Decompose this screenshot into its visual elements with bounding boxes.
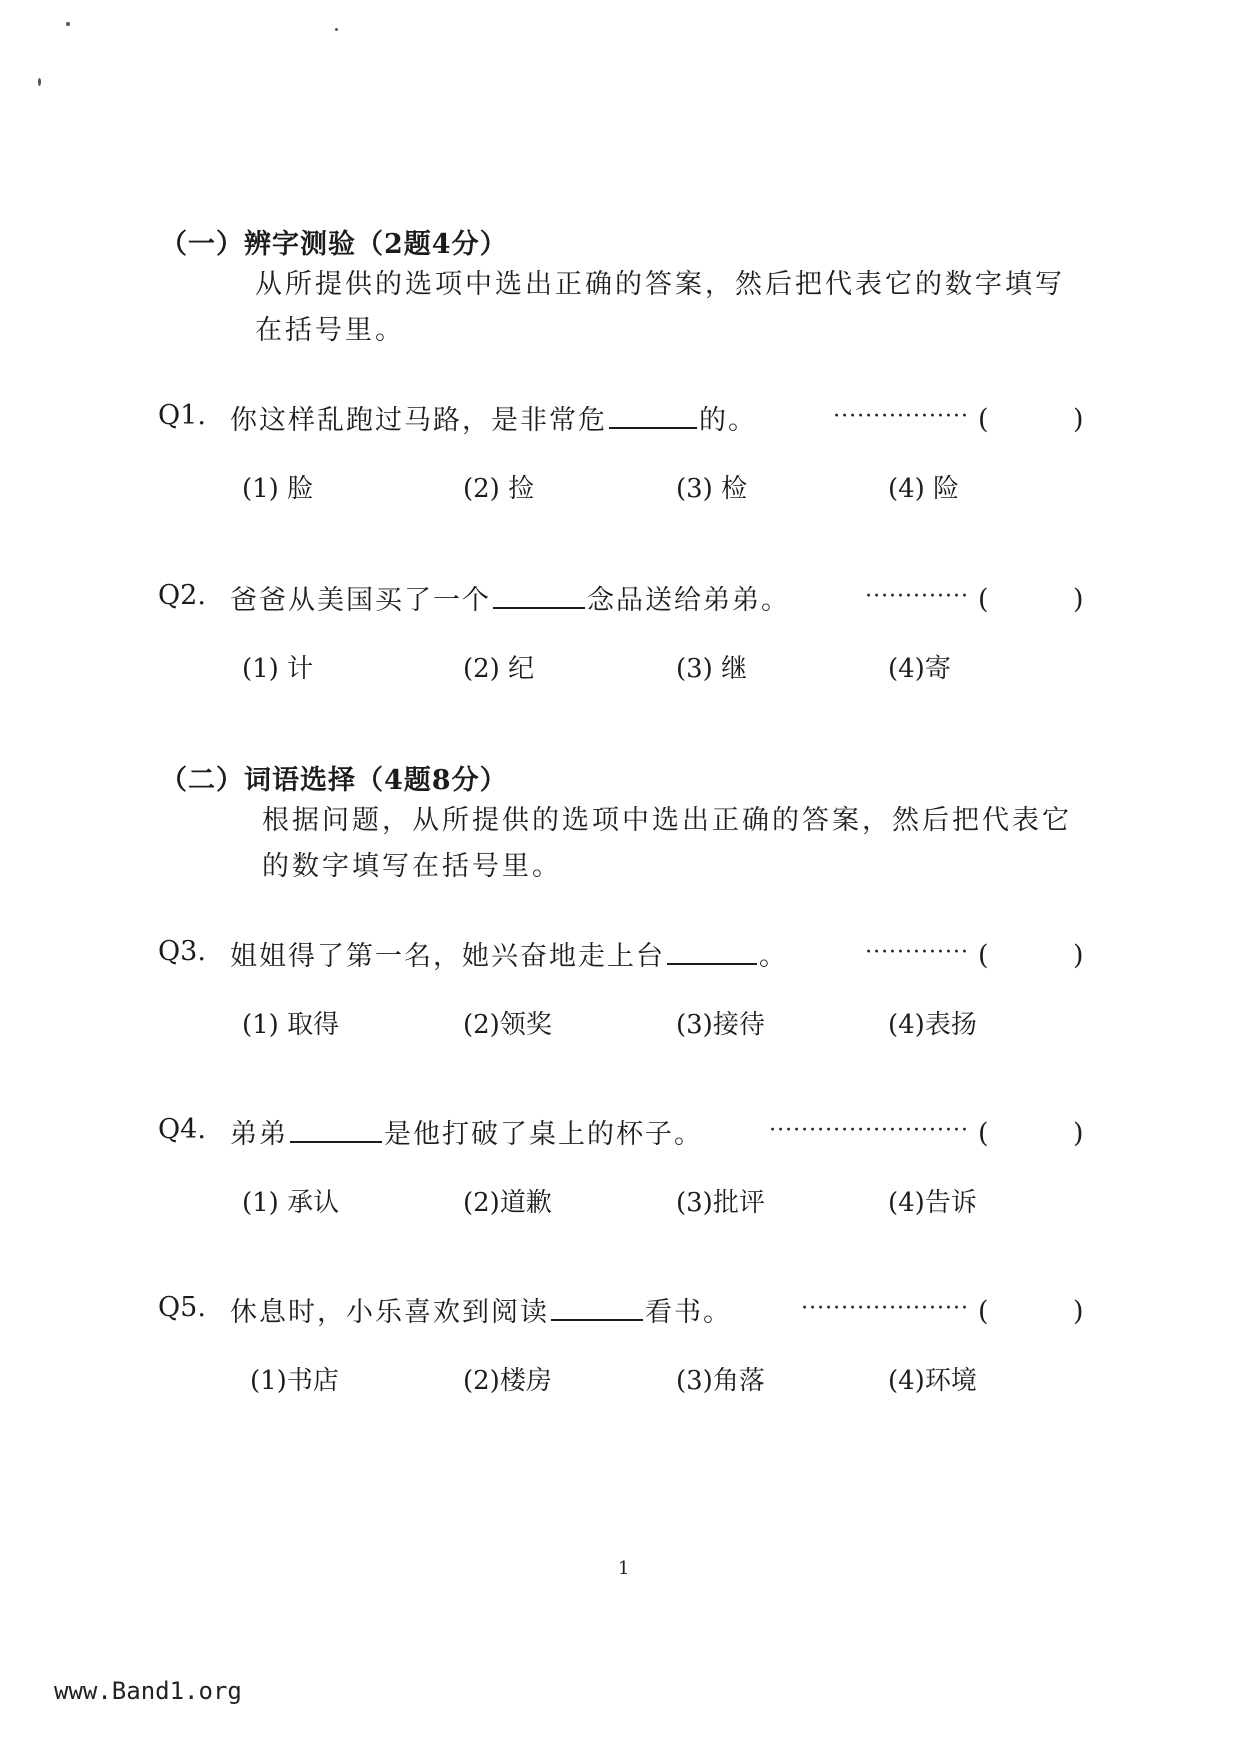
answer-paren-open: ( [978,1118,989,1149]
answer-blank [609,405,697,429]
option-2: (2)领奖 [463,1010,552,1040]
question-text-before: 休息时，小乐喜欢到阅读 [230,1297,549,1328]
answer-blank [551,1297,643,1321]
answer-paren-open: ( [978,1296,989,1327]
question-text [230,578,790,617]
question-number: Q1. [158,400,206,431]
option-2: (2) 捡 [463,474,535,504]
answer-paren-open: ( [978,940,989,971]
option-2: (2) 纪 [463,654,535,684]
option-1: (1)书店 [250,1366,339,1396]
question-text-after: 的。 [699,405,757,436]
option-3: (3)接待 [676,1010,765,1040]
question-number: Q2. [158,580,206,611]
option-1: (1) 脸 [242,474,314,504]
option-4: (4)表扬 [888,1010,977,1040]
answer-paren-close: ) [1073,940,1084,971]
answer-paren-open: ( [978,584,989,615]
option-3: (3)批评 [676,1188,765,1218]
option-2: (2)道歉 [463,1188,552,1218]
answer-blank [493,585,585,609]
question-text-after: 看书。 [645,1297,732,1328]
question-text [230,934,788,973]
question-text-before: 弟弟 [230,1119,288,1150]
section-2-heading: （二）词语选择（4题8分） [160,765,508,796]
option-2: (2)楼房 [463,1366,552,1396]
option-4: (4)告诉 [888,1188,977,1218]
question-number: Q5. [158,1292,206,1323]
leader-dots: ················· [833,404,969,429]
answer-blank [667,941,757,965]
option-1: (1) 取得 [242,1010,340,1040]
leader-dots: ························· [769,1118,969,1143]
scan-speck [38,78,41,86]
question-text [230,1290,732,1329]
leader-dots: ············· [865,940,969,965]
section-2-instruction: 根据问题，从所提供的选项中选出正确的答案，然后把代表它的数字填写在括号里。 [262,805,1072,882]
question-number: Q4. [158,1114,206,1145]
scan-speck [335,28,338,31]
option-1: (1) 计 [242,654,314,684]
question-text-before: 姐姐得了第一名，她兴奋地走上台 [230,941,665,972]
option-3: (3) 继 [676,654,748,684]
answer-blank [290,1119,382,1143]
option-4: (4)环境 [888,1366,977,1396]
question-text-after: 念品送给弟弟。 [587,585,790,616]
option-4: (4)寄 [888,654,951,684]
footer-url: www.Band1.org [54,1677,242,1705]
answer-paren-close: ) [1073,1118,1084,1149]
answer-paren-close: ) [1073,584,1084,615]
section-1-instruction: 从所提供的选项中选出正确的答案，然后把代表它的数字填写在括号里。 [255,269,1065,346]
option-3: (3) 检 [676,474,748,504]
leader-dots: ····················· [801,1296,969,1321]
section-1-heading: （一）辨字测验（2题4分） [160,229,508,260]
answer-paren-close: ) [1073,1296,1084,1327]
question-text [230,398,757,437]
question-text-before: 爸爸从美国买了一个 [230,585,491,616]
answer-paren-open: ( [978,404,989,435]
question-number: Q3. [158,936,206,967]
question-text [230,1112,703,1151]
question-text-after: 。 [759,941,788,972]
question-text-after: 是他打破了桌上的杯子。 [384,1119,703,1150]
answer-paren-close: ) [1073,404,1084,435]
option-3: (3)角落 [676,1366,765,1396]
scan-speck [66,22,70,26]
option-4: (4) 险 [888,474,960,504]
leader-dots: ············· [865,584,969,609]
page-number: 1 [618,1558,630,1579]
question-text-before: 你这样乱跑过马路，是非常危 [230,405,607,436]
option-1: (1) 承认 [242,1188,340,1218]
